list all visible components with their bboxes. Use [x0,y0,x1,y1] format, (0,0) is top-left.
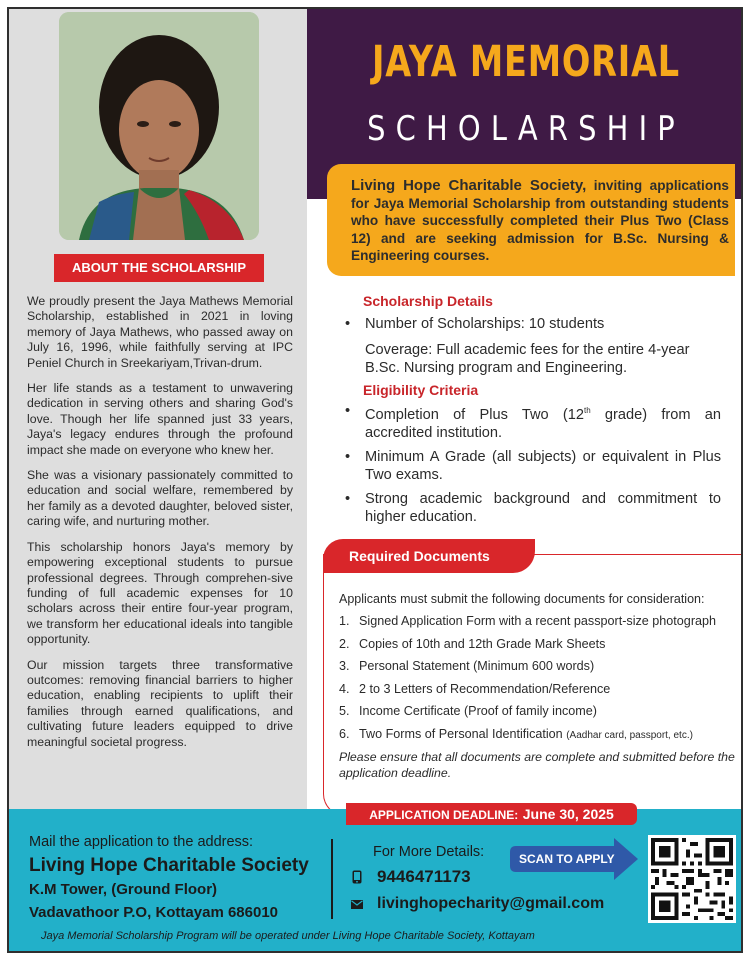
title-line-2: SCHOLARSHIP [367,109,685,149]
more-details-label: For More Details: [373,844,485,860]
document-item [339,613,739,636]
mail-address-line-1: K.M Tower, (Ground Floor) [29,881,218,898]
about-paragraph: This scholarship honors Jaya's memory by empowering exceptional students to pursue professional degrees. Through comprehen-sive funding of full academic expenses for 10 scholars across their entire four-year program, we transform her educational ideals into tangible opportunity. [27,539,293,647]
phone-icon [351,870,363,884]
item-number: 6. [339,726,350,741]
item-text: Signed Application Form with a recent passport-size photograph [359,614,717,628]
documents-label: Required Documents [323,539,535,573]
document-item [339,726,739,749]
poster [7,7,743,953]
qr-code[interactable] [648,835,736,923]
details-list [341,315,721,339]
email-icon [351,897,363,911]
intro-text [351,177,729,265]
mail-address-line-2: Vadavathoor P.O, Kottayam 686010 [29,904,279,921]
documents-list [339,613,739,748]
item-number: 3. [339,659,350,673]
eligibility-item-text: grade) from an accredited institution. [365,406,721,441]
deadline-date: June 30, 2025 [522,806,614,822]
item-number: 4. [339,681,350,696]
email-row[interactable] [351,895,604,913]
intro-org: Living Hope Charitable Society, [351,177,587,194]
deadline-label: APPLICATION DEADLINE: [369,808,519,822]
title-line-1: JAYA MEMORIAL [372,37,680,87]
eligibility-list [341,402,721,532]
about-paragraph: She was a visionary passionately committed to education and social welfare, remembered by her family as a devoted daughter, beloved sister, caring wife, and nurturing mother. [27,468,293,529]
details-coverage: Coverage: Full academic fees for the entire 4-year B.Sc. Nursing program and Engineering. [365,342,690,376]
intro-tail: courses. [429,248,490,263]
intro-body: inviting applications for Jaya Memorial Scholarship from outstanding students who have successfully completed their Plus Two (Class 12) and are seeking admission for [351,178,729,246]
eligibility-heading: Eligibility Criteria [363,382,479,398]
item-text: Two Forms of Personal Identification [359,726,567,741]
portrait-photo [59,12,259,240]
item-text: Copies of 10th and 12th Grade Mark Sheets [359,636,606,651]
phone-number[interactable]: 9446471173 [377,867,471,886]
footer-note: Jaya Memorial Scholarship Program will be operated under Living Hope Charitable Society, Kottayam [41,930,535,942]
documents-note: Please ensure that all documents are complete and submitted before the application deadline. [339,750,735,780]
footer-divider [331,839,333,919]
superscript: th [583,406,591,415]
document-item [339,681,739,704]
item-number: 5. [339,704,350,718]
scan-to-apply-label: SCAN TO APPLY [519,852,615,866]
document-item [339,636,739,659]
item-text: Income Certificate (Proof of family income) [359,704,597,718]
details-heading: Scholarship Details [363,293,493,309]
item-note: (Aadhar card, passport, etc.) [566,729,693,741]
document-item [339,658,739,681]
intro-courses: B.Sc. Nursing & Engineering [351,230,729,263]
item-text: 2 to 3 Letters of Recommendation/Reference [359,681,611,696]
about-scholarship-label: ABOUT THE SCHOLARSHIP [54,254,264,282]
about-paragraph: Her life stands as a testament to unwavering dedication in serving others and sharing God's love. Though her life spanned just 33 years, Jaya's legacy endures through the profound impact she made on everyone who knew her. [27,381,293,457]
mail-label: Mail the application to the address: [29,834,254,850]
document-item [339,703,739,726]
phone-row[interactable] [351,867,471,887]
eligibility-item: • Minimum A Grade (all subjects) or equivalent in Plus Two exams. [341,448,721,484]
about-paragraph: Our mission targets three transformative outcomes: removing financial barriers to higher education, enabling recipients to uplift their families through earned qualifications, and cultivating future leaders equipped to drive meaningful societal progress. [27,657,293,749]
eligibility-item-text: Completion of Plus Two (12 [365,406,584,423]
item-text: Personal Statement (Minimum 600 words) [359,659,595,673]
item-number: 1. [339,614,350,628]
mail-org: Living Hope Charitable Society [29,855,309,876]
about-text [27,294,293,760]
about-paragraph: We proudly present the Jaya Mathews Memorial Scholarship, established in 2021 in loving memory of Jaya Mathews, who passed away on July 16, 1996, while faithfully serving at IPC Peniel Church in Sreekariyam,Trivan-drum. [27,294,293,370]
item-number: 2. [339,636,350,651]
eligibility-item: • Strong academic background and commitment to higher education. [341,490,721,526]
deadline-banner [346,803,637,825]
email-address[interactable]: livinghopecharity@gmail.com [377,895,605,912]
left-column [9,9,307,809]
details-number: • Number of Scholarships: 10 students [341,315,721,333]
documents-intro: Applicants must submit the following documents for consideration: [339,592,705,606]
eligibility-item [341,402,721,442]
